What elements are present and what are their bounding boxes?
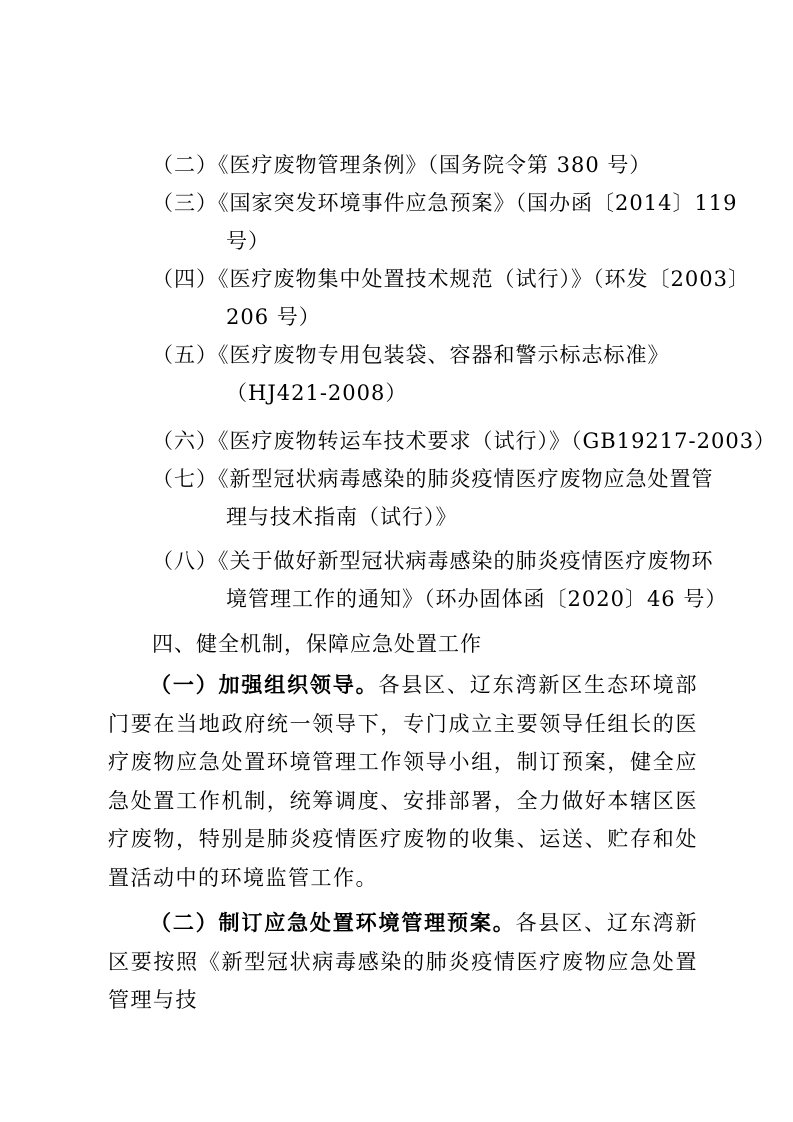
reference-item-line: （四）《医疗废物集中处置技术规范（试行）》（环发〔2003〕 bbox=[152, 267, 750, 291]
reference-item-continuation: 206 号） bbox=[226, 305, 321, 329]
body-paragraph bbox=[108, 666, 698, 897]
paragraph-lead: （一）加强组织领导。 bbox=[150, 673, 379, 697]
reference-item-continuation: 号） bbox=[226, 229, 270, 253]
reference-item-continuation: 理与技术指南（试行）》 bbox=[226, 505, 458, 529]
paragraph-body: 各县区、辽东湾新区生态环境部门要在当地政府统一领导下，专门成立主要领导任组长的医疗废物应急处置环境管理工作领导小组，制订预案，健全应急处置工作机制，统筹调度、安排部署，全力做好本辖区医疗废物，特别是肺炎疫情医疗废物的收集、运送、贮存和处置活动中的环境监管工作。 bbox=[108, 673, 699, 890]
reference-item-continuation: 境管理工作的通知》（环办固体函〔2020〕46 号） bbox=[226, 587, 728, 611]
reference-item-continuation: （HJ421-2008） bbox=[226, 381, 408, 405]
body-paragraph bbox=[108, 904, 698, 1020]
reference-item-line: （七）《新型冠状病毒感染的肺炎疫情医疗废物应急处置管 bbox=[152, 467, 714, 491]
section-heading: 四、健全机制，保障应急处置工作 bbox=[152, 632, 482, 656]
reference-item-line: （六）《医疗废物转运车技术要求（试行）》（GB19217-2003） bbox=[152, 429, 777, 453]
paragraph-body: 各县区、辽东湾新区要按照《新型冠状病毒感染的肺炎疫情医疗废物应急处置管理与技 bbox=[108, 911, 699, 1012]
reference-item-line: （八）《关于做好新型冠状病毒感染的肺炎疫情医疗废物环 bbox=[152, 549, 714, 573]
reference-item-line: （二）《医疗废物管理条例》（国务院令第 380 号） bbox=[152, 153, 652, 177]
reference-item-line: （五）《医疗废物专用包装袋、容器和警示标志标准》 bbox=[152, 343, 670, 367]
reference-item-line: （三）《国家突发环境事件应急预案》（国办函〔2014〕119 bbox=[152, 191, 738, 215]
paragraph-lead: （二）制订应急处置环境管理预案。 bbox=[150, 911, 516, 935]
